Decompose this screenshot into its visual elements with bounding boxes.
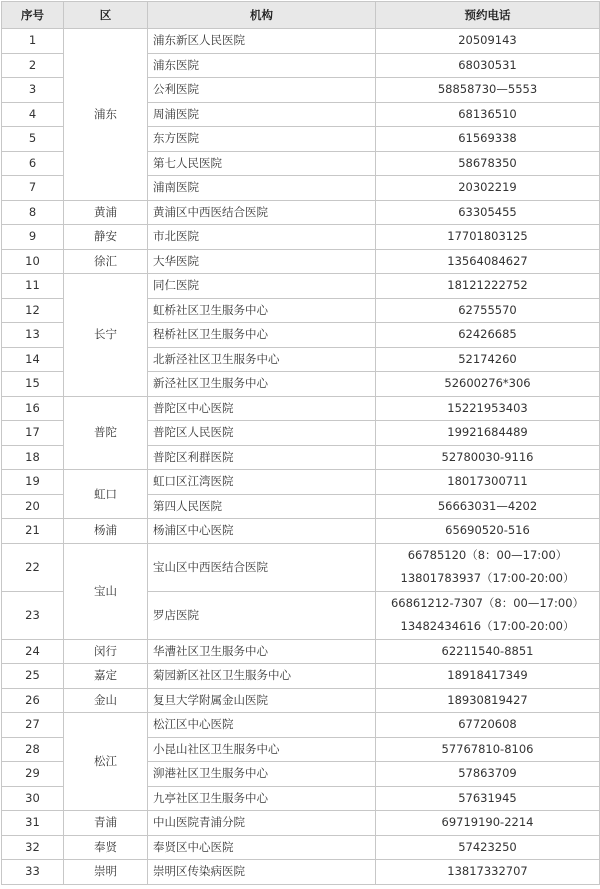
phone-number: 66785120（8：00—17:00） [407,547,568,562]
phone-number: 62211540-8851 [441,643,534,658]
district-cell: 奉贤 [64,835,148,860]
district-cell: 金山 [64,688,148,713]
phone-number: 68030531 [458,57,517,72]
hospital-appointment-table [1,1,600,885]
table-row [2,470,600,495]
row-number: 14 [2,347,64,372]
row-number: 5 [2,127,64,152]
header-no: 序号 [2,2,64,29]
table-row [2,811,600,836]
phone-cell [376,811,600,836]
institution-cell: 北新泾社区卫生服务中心 [148,347,376,372]
institution-cell: 虹口区江湾医院 [148,470,376,495]
institution-cell: 松江区中心医院 [148,713,376,738]
phone-cell [376,200,600,225]
phone-cell [376,835,600,860]
row-number: 17 [2,421,64,446]
header-org: 机构 [148,2,376,29]
phone-cell [376,29,600,54]
row-number: 33 [2,860,64,885]
row-number: 25 [2,664,64,689]
district-cell: 普陀 [64,396,148,470]
phone-number: 18930819427 [447,692,528,707]
phone-number: 62755570 [458,302,517,317]
phone-cell [376,445,600,470]
phone-number: 20509143 [458,33,517,47]
phone-number: 57863709 [458,766,517,780]
institution-cell: 奉贤区中心医院 [148,835,376,860]
row-number: 9 [2,225,64,250]
table-row [2,29,600,54]
phone-cell [376,372,600,397]
district-cell: 静安 [64,225,148,250]
phone-cell [376,347,600,372]
phone-number: 52600276*306 [444,376,531,390]
phone-cell [376,53,600,78]
table-row [2,396,600,421]
phone-number: 13801783937（17:00-20:00） [400,571,575,585]
row-number: 30 [2,786,64,811]
phone-cell [376,860,600,885]
row-number: 7 [2,176,64,201]
phone-cell [376,737,600,762]
institution-cell: 浦东医院 [148,53,376,78]
phone-cell [376,274,600,299]
institution-cell: 菊园新区社区卫生服务中心 [148,664,376,689]
row-number: 18 [2,445,64,470]
header-phone: 预约电话 [376,2,600,29]
table-header-row [2,2,600,29]
table-row [2,543,600,591]
row-number: 15 [2,372,64,397]
table-row [2,713,600,738]
row-number: 26 [2,688,64,713]
row-number: 6 [2,151,64,176]
phone-number: 52174260 [458,351,517,366]
phone-number: 57631945 [458,790,517,805]
row-number: 20 [2,494,64,519]
phone-number: 13564084627 [447,253,528,268]
phone-cell [376,470,600,495]
row-number: 24 [2,639,64,664]
phone-cell [376,591,600,639]
row-number: 10 [2,249,64,274]
institution-cell: 复旦大学附属金山医院 [148,688,376,713]
phone-number: 52780030-9116 [441,449,534,464]
institution-cell: 同仁医院 [148,274,376,299]
phone-cell [376,639,600,664]
institution-cell: 普陀区人民医院 [148,421,376,446]
phone-cell [376,298,600,323]
institution-cell: 浦南医院 [148,176,376,201]
institution-cell: 宝山区中西医结合医院 [148,543,376,591]
institution-cell: 新泾社区卫生服务中心 [148,372,376,397]
phone-cell [376,102,600,127]
phone-number: 62426685 [458,327,517,341]
institution-cell: 黄浦区中西医结合医院 [148,200,376,225]
row-number: 11 [2,274,64,299]
phone-number: 13817332707 [447,864,528,878]
district-cell: 闵行 [64,639,148,664]
phone-cell [376,494,600,519]
institution-cell: 第七人民医院 [148,151,376,176]
row-number: 16 [2,396,64,421]
institution-cell: 市北医院 [148,225,376,250]
phone-number: 69719190-2214 [441,815,534,829]
table-row [2,274,600,299]
table-row [2,225,600,250]
district-cell: 浦东 [64,29,148,201]
phone-number: 57423250 [458,839,517,854]
table-row [2,519,600,544]
phone-number: 57767810-8106 [441,741,534,756]
table-row [2,249,600,274]
phone-number: 56663031—4202 [437,498,538,513]
phone-number: 67720608 [458,717,517,731]
row-number: 3 [2,78,64,103]
district-cell: 青浦 [64,811,148,836]
institution-cell: 罗店医院 [148,591,376,639]
phone-cell [376,421,600,446]
row-number: 28 [2,737,64,762]
institution-cell: 东方医院 [148,127,376,152]
row-number: 4 [2,102,64,127]
phone-cell [376,127,600,152]
phone-cell [376,786,600,811]
row-number: 13 [2,323,64,348]
phone-number: 18017300711 [447,474,528,488]
table-body [2,29,600,885]
phone-cell [376,249,600,274]
row-number: 12 [2,298,64,323]
institution-cell: 普陀区利群医院 [148,445,376,470]
phone-number: 58858730—5553 [437,82,538,96]
institution-cell: 小昆山社区卫生服务中心 [148,737,376,762]
table-row [2,639,600,664]
institution-cell: 杨浦区中心医院 [148,519,376,544]
institution-cell: 中山医院青浦分院 [148,811,376,836]
table-row [2,200,600,225]
institution-cell: 第四人民医院 [148,494,376,519]
phone-cell [376,543,600,591]
institution-cell: 公利医院 [148,78,376,103]
phone-number: 68136510 [458,106,517,121]
phone-number: 15221953403 [447,400,528,415]
institution-cell: 普陀区中心医院 [148,396,376,421]
phone-cell [376,323,600,348]
row-number: 23 [2,591,64,639]
institution-cell: 虹桥社区卫生服务中心 [148,298,376,323]
phone-cell [376,762,600,787]
phone-cell [376,688,600,713]
table-row [2,688,600,713]
phone-number: 66861212-7307（8：00—17:00） [390,595,585,610]
row-number: 19 [2,470,64,495]
phone-number: 18121222752 [447,278,528,292]
phone-cell [376,78,600,103]
table-row [2,664,600,689]
phone-number: 65690520-516 [445,523,530,537]
institution-cell: 程桥社区卫生服务中心 [148,323,376,348]
district-cell: 长宁 [64,274,148,397]
phone-number: 18918417349 [447,668,528,682]
row-number: 2 [2,53,64,78]
phone-number: 17701803125 [447,229,528,243]
phone-cell [376,664,600,689]
phone-number: 20302219 [458,180,517,194]
institution-cell: 崇明区传染病医院 [148,860,376,885]
district-cell: 宝山 [64,543,148,639]
row-number: 29 [2,762,64,787]
institution-cell: 浦东新区人民医院 [148,29,376,54]
row-number: 8 [2,200,64,225]
district-cell: 杨浦 [64,519,148,544]
table-row [2,860,600,885]
institution-cell: 周浦医院 [148,102,376,127]
phone-number: 13482434616（17:00-20:00） [400,619,575,633]
institution-cell: 九亭社区卫生服务中心 [148,786,376,811]
district-cell: 崇明 [64,860,148,885]
district-cell: 虹口 [64,470,148,519]
phone-number: 58678350 [458,155,517,170]
row-number: 31 [2,811,64,836]
phone-cell [376,151,600,176]
row-number: 32 [2,835,64,860]
phone-number: 63305455 [458,204,517,219]
header-district: 区 [64,2,148,29]
institution-cell: 华漕社区卫生服务中心 [148,639,376,664]
institution-cell: 泖港社区卫生服务中心 [148,762,376,787]
phone-number: 61569338 [458,131,517,145]
row-number: 21 [2,519,64,544]
district-cell: 徐汇 [64,249,148,274]
row-number: 27 [2,713,64,738]
table-row [2,835,600,860]
row-number: 1 [2,29,64,54]
district-cell: 黄浦 [64,200,148,225]
row-number: 22 [2,543,64,591]
phone-cell [376,519,600,544]
phone-cell [376,396,600,421]
phone-cell [376,713,600,738]
district-cell: 松江 [64,713,148,811]
institution-cell: 大华医院 [148,249,376,274]
phone-number: 19921684489 [447,425,528,439]
phone-cell [376,176,600,201]
district-cell: 嘉定 [64,664,148,689]
phone-cell [376,225,600,250]
